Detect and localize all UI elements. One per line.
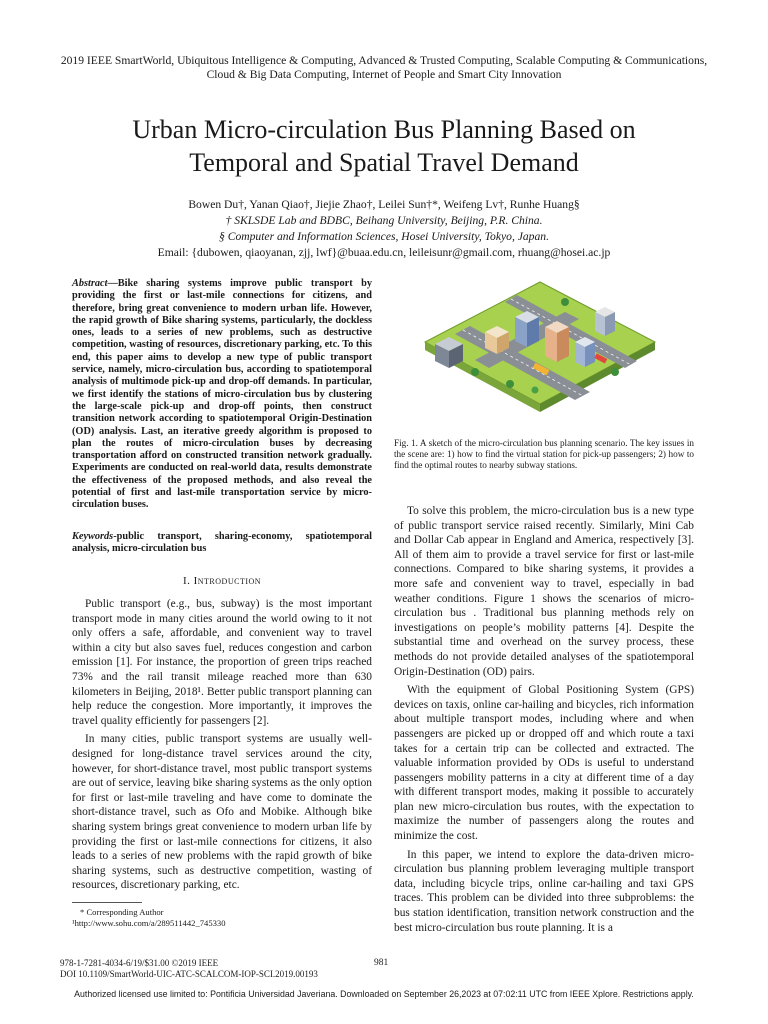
affiliation-2: § Computer and Information Sciences, Hosei University, Tokyo, Japan. <box>219 230 549 243</box>
footnote-corresponding: * Corresponding Author <box>80 907 164 917</box>
section-number: I. <box>182 575 191 587</box>
authorized-use-notice: Authorized licensed use limited to: Pontificia Universidad Javeriana. Downloaded on September 26,2023 at 07:02:11 UTC from IEEE Xplore. Restrictions apply. <box>74 989 694 999</box>
paragraph: In this paper, we intend to explore the data-driven micro-circulation bus planning problem leveraging multiple transport data, including bicycle trips, online car-hailing and taxi GPS traces. This problem can be divided into three subproblems: the bus station identification, transition network construction and the best micro-circulation bus route planning. It is a <box>394 848 694 934</box>
footer-left <box>60 958 318 980</box>
paper-title <box>60 113 708 179</box>
left-column-body <box>72 597 372 893</box>
email-line: Email: {dubowen, qiaoyanan, zjj, lwf}@buaa.edu.cn, leileisunr@gmail.com, rhuang@hosei.ac.jp <box>157 246 611 259</box>
keywords-text: -public transport, sharing-economy, spatiotemporal analysis, micro-circulation bus <box>72 531 372 555</box>
paragraph: To solve this problem, the micro-circulation bus is a new type of public transport service raised recently. Similarly, Mini Cab and Dollar Cab appear in England and America, respectively [3]. All of them aim to provide a travel service for first or last-mile connections. Compared to bike sharing systems, it provides a more safe and convenient way to travel, especially in bad weather conditions. Figure 1 shows the scenarios of micro-circulation bus . Traditional bus planning methods rely on investigations on people’s mobility patterns [4]. Despite the substantial time and overhead on the survey process, these methods do not provide detailed analyses of the spatiotemporal Origin-Destination (OD) pairs. <box>394 505 694 678</box>
paragraph: In many cities, public transport systems are usually well-designed for long-distance travel services around the city, however, for short-distance travel, most public transport systems are out of service, leaving bike sharing systems as the only option for first or last-mile traveling and have come to dominate the short-distance travel, such as Ofo and Mobike. Although bike sharing system brings great convenience to modern urban life by providing the first or last-mile connections for citizens, it also leads to a series of new problems with the rapid growth of bike sharing systems, such as destructive competition, wasting of resources, discretionary parking, etc. <box>72 733 372 892</box>
section-heading <box>72 575 372 587</box>
abstract-label: Abstract <box>72 278 108 289</box>
title-line-2: Temporal and Spatial Travel Demand <box>189 148 579 177</box>
paragraph: Public transport (e.g., bus, subway) is the most important transport mode in many cities around the world owing to it not only offers a safe, affordable, and convenient way to travel within a city but also saves fuel, reduces congestion and carbon emission [1]. For instance, the proportion of green trips reached 73% and the rail transit mileage reached more than 630 kilometers in Beijing, 2018¹. Better public transport planning can help reduce the congestion. More importantly, it improves the travel quality efficiently for passengers [2]. <box>72 598 372 727</box>
footnote-rule <box>72 902 142 903</box>
keywords-label: Keywords <box>72 531 114 542</box>
footnote-url: ¹http://www.sohu.com/a/289511442_745330 <box>72 918 226 928</box>
right-column-body <box>394 504 694 935</box>
page-number: 981 <box>374 958 389 968</box>
figure-caption: Fig. 1. A sketch of the micro-circulation bus planning scenario. The key issues in the scene are: 1) how to find the virtual station for pick-up passengers; 2) how to find the optimal routes to nearby subway stations. <box>394 438 694 470</box>
section-title: Introduction <box>193 575 262 587</box>
author-list: Bowen Du†, Yanan Qiao†, Jiejie Zhao†, Leilei Sun†*, Weifeng Lv†, Runhe Huang§ <box>188 198 580 211</box>
author-block <box>60 197 708 261</box>
footer-isbn: 978-1-7281-4034-6/19/$31.00 ©2019 IEEE <box>60 958 219 968</box>
title-line-1: Urban Micro-circulation Bus Planning Based on <box>132 115 636 144</box>
abstract-text: —Bike sharing systems improve public transport by providing the first or last-mile connections for citizens, and therefore, bring great convenience to modern urban life. However, the rapid growth of Bike sharing systems, particularly, the dockless ones, leads to a series of new problems, such as destructive competition, wasting of resources, discretionary parking, etc. To this end, this paper aims to develop a new type of public transport service, namely, micro-circulation bus, according to spatiotemporal analysis of multimode pick-up and drop-off demands. In particular, we first identify the stations of micro-circulation bus by clustering the large-scale pick-up and drop-off points, then construct transition network according to spatiotemporal Origin-Destination (OD) analysis. Last, an iterative greedy algorithm is proposed to plan the routes of micro-circulation buses by decreasing transportation afford on constructed transition network gradually. Experiments are conducted on real-world data, results demonstrate the effectiveness of the proposed methods, and also reveal the potential of first and last-mile transportation service by micro-circulation buses. <box>72 278 372 511</box>
keywords <box>72 531 372 556</box>
abstract <box>72 278 372 512</box>
affiliation-1: † SKLSDE Lab and BDBC, Beihang University, Beijing, P.R. China. <box>225 214 543 227</box>
city-illustration <box>415 272 665 422</box>
paragraph: With the equipment of Global Positioning System (GPS) devices on taxis, online car-hailing and bicycles, rich information about multiple transport modes, including where and when passengers are picked up or dropped off and which route a taxi takes for a certain trip can be collected and extracted. The valuable information provided by ODs is useful to understand passengers mobility patterns in a city at different time of a day with different transport modes, making it possible to accurately plan new micro-circulation bus routes, with the expectation to maximize the number of passengers along the routes and minimize the cost. <box>394 684 694 843</box>
footnotes <box>72 907 372 929</box>
conference-header: 2019 IEEE SmartWorld, Ubiquitous Intelligence & Computing, Advanced & Trusted Computing, Scalable Computing & Communications, Cloud & Big Data Computing, Internet of People and Smart City Innovation <box>60 54 708 81</box>
footer-doi: DOI 10.1109/SmartWorld-UIC-ATC-SCALCOM-IOP-SCI.2019.00193 <box>60 969 318 979</box>
